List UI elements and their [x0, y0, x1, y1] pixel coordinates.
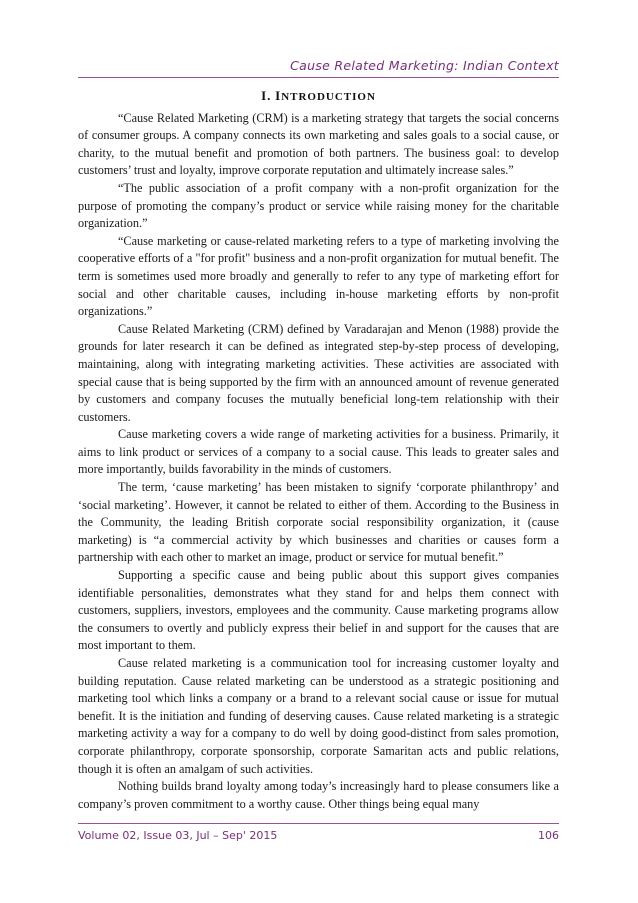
header-divider	[78, 77, 559, 78]
paragraph: “Cause Related Marketing (CRM) is a marketing strategy that targets the social concerns of consumer groups. A company connects its own marketing and sales goals to a social cause, or charity, to the mutual benefit and promotion of both partners. The business goal: to develop customers’ trust and loyalty, improve corporate reputation and ultimately increase sales.”	[78, 110, 559, 178]
section-number: I.	[261, 88, 272, 103]
paragraph: Nothing builds brand loyalty among today’s increasingly hard to please consumers like a company’s proven commitment to a worthy cause. Other things being equal many	[78, 779, 559, 811]
paragraph: The term, ‘cause marketing’ has been mistaken to signify ‘corporate philanthropy’ and ‘social marketing’. However, it cannot be related to either of them. According to the Business in the Community, the leading British corporate social responsibility organization, it (cause marketing) is “a commercial activity by which businesses and charities or causes form a partnership with each other to market an image, product or service for mutual benefit.”	[78, 480, 559, 565]
body-text	[78, 87, 559, 813]
running-header: Cause Related Marketing: Indian Context	[290, 58, 559, 73]
section-title-rest: NTRODUCTION	[281, 91, 376, 103]
page-number: 106	[538, 829, 559, 842]
paragraph: Cause Related Marketing (CRM) defined by Varadarajan and Menon (1988) provide the grounds for later research it can be defined as integrated step-by-step process of developing, maintaining, along with integrating marketing activities. These activities are associated with special cause that is being supported by the firm with an announced amount of revenue generated by customers and company focuses the mutually beneficial long-tem relationship with their customers.	[78, 321, 559, 424]
paragraph: Cause marketing covers a wide range of marketing activities for a business. Primarily, it aims to link product or services of a company to a social cause. This leads to greater sales and more importantly, builds favorability in the minds of customers.	[78, 427, 559, 477]
issue-info: Volume 02, Issue 03, Jul – Sep' 2015	[78, 829, 278, 842]
paragraph: “Cause marketing or cause-related marketing refers to a type of marketing involving the cooperative efforts of a "for profit" business and a non-profit organization for mutual benefit. The term is sometimes used more broadly and generally to refer to any type of marketing effort for social and other charitable causes, including in-house marketing efforts by non-profit organizations.”	[78, 233, 559, 319]
paragraph: Supporting a specific cause and being public about this support gives companies identifiable personalities, demonstrates what they stand for and helps them connect with customers, suppliers, investors, employees and the community. Cause marketing programs allow the consumers to overtly and publicly express their belief in and support for the causes that are most important to them.	[78, 568, 559, 653]
section-title-initial: I	[275, 88, 282, 103]
paragraph: “The public association of a profit company with a non-profit organization for the purpose of promoting the company’s product or service while raising money for the charitable organization.”	[78, 180, 559, 231]
section-heading	[78, 87, 559, 107]
paragraph: Cause related marketing is a communication tool for increasing customer loyalty and building reputation. Cause related marketing can be understood as a strategic positioning and marketing tool which links a company or a brand to a relevant social cause or issue for mutual benefit. It is the initiation and funding of deserving causes. Cause related marketing is a strategic marketing activity a way for a company to do well by doing good-distinct from sales promotion, corporate philanthropy, corporate sponsorship, corporate Samaritan acts and public relations, though it is often an amalgam of such activities.	[78, 656, 559, 776]
footer-divider	[78, 823, 559, 824]
